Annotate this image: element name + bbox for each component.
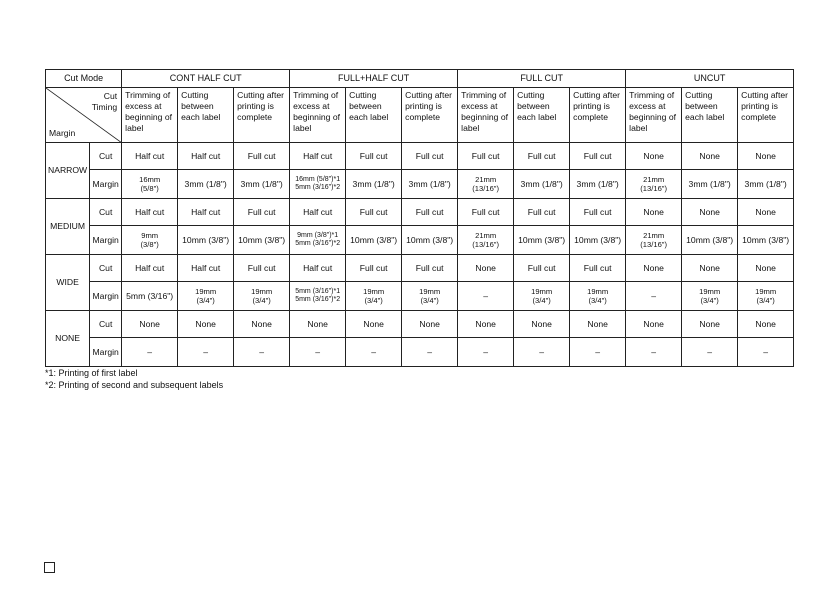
mode-uncut: UNCUT	[626, 70, 794, 88]
margin-cell: 10mm (3/8")	[346, 226, 402, 255]
cut-row	[46, 311, 794, 338]
margin-cell: 10mm (3/8")	[570, 226, 626, 255]
margin-cell: 21mm (13/16")	[458, 226, 514, 255]
margin-cell: –	[682, 338, 738, 367]
mode-cont-half-cut: CONT HALF CUT	[122, 70, 290, 88]
corner-cut-timing: Cut Timing	[91, 91, 118, 112]
timing-header-cell: Cutting after printing is complete	[570, 88, 626, 143]
cut-cell: Half cut	[122, 143, 178, 170]
margin-cell: 21mm (13/16")	[626, 170, 682, 199]
timing-header-cell: Trimming of excess at beginning of label	[458, 88, 514, 143]
margin-cell: 19mm (3/4")	[738, 282, 794, 311]
margin-cell: 10mm (3/8")	[178, 226, 234, 255]
margin-cell: –	[626, 338, 682, 367]
cut-cell: None	[234, 311, 290, 338]
margin-cell: 10mm (3/8")	[738, 226, 794, 255]
cut-cell: None	[738, 143, 794, 170]
cut-cell: Full cut	[234, 255, 290, 282]
margin-row	[46, 170, 794, 199]
cut-row	[46, 199, 794, 226]
margin-cell: 3mm (1/8")	[234, 170, 290, 199]
cut-cell: Full cut	[514, 255, 570, 282]
margin-cell: –	[346, 338, 402, 367]
margin-row	[46, 338, 794, 367]
cut-cell: Full cut	[346, 255, 402, 282]
margin-cell: –	[738, 338, 794, 367]
cut-row-label: Cut	[90, 255, 122, 282]
cut-cell: Full cut	[402, 255, 458, 282]
margin-cell: 10mm (3/8")	[514, 226, 570, 255]
margin-cell: 16mm (5/8")	[122, 170, 178, 199]
cut-cell: None	[570, 311, 626, 338]
margin-cell: 9mm (3/8")	[122, 226, 178, 255]
cut-cell: None	[458, 311, 514, 338]
margin-cell: 3mm (1/8")	[738, 170, 794, 199]
cut-row	[46, 143, 794, 170]
timing-header-cell: Cutting after printing is complete	[738, 88, 794, 143]
margin-cell: 19mm (3/4")	[178, 282, 234, 311]
margin-cell: –	[626, 282, 682, 311]
corner-margin: Margin	[49, 128, 76, 139]
margin-cell: –	[178, 338, 234, 367]
cut-cell: Full cut	[514, 199, 570, 226]
cut-mode-table	[45, 69, 794, 367]
cut-cell: None	[458, 255, 514, 282]
timing-header-cell: Cutting between each label	[346, 88, 402, 143]
cut-cell: Full cut	[234, 199, 290, 226]
margin-group-label: NONE	[46, 311, 90, 367]
cut-cell: Full cut	[402, 199, 458, 226]
margin-cell: –	[234, 338, 290, 367]
margin-row	[46, 282, 794, 311]
cut-row-label: Cut	[90, 199, 122, 226]
margin-cell: 3mm (1/8")	[682, 170, 738, 199]
timing-header-cell: Cutting between each label	[514, 88, 570, 143]
cut-cell: None	[738, 255, 794, 282]
timing-header-cell: Trimming of excess at beginning of label	[626, 88, 682, 143]
margin-cell: 3mm (1/8")	[346, 170, 402, 199]
cut-cell: None	[738, 199, 794, 226]
cut-row	[46, 255, 794, 282]
cut-cell: None	[626, 311, 682, 338]
cut-cell: None	[290, 311, 346, 338]
margin-cell: –	[458, 338, 514, 367]
margin-cell: 21mm (13/16")	[458, 170, 514, 199]
margin-cell: –	[290, 338, 346, 367]
margin-cell: 9mm (3/8")*1 5mm (3/16")*2	[290, 226, 346, 255]
margin-cell: 19mm (3/4")	[346, 282, 402, 311]
margin-cell: 5mm (3/16")*1 5mm (3/16")*2	[290, 282, 346, 311]
cut-cell: Half cut	[122, 199, 178, 226]
checkbox-square	[44, 562, 55, 573]
margin-cell: 3mm (1/8")	[178, 170, 234, 199]
cut-cell: None	[682, 143, 738, 170]
cut-cell: None	[738, 311, 794, 338]
cut-cell: Full cut	[234, 143, 290, 170]
margin-group-label: WIDE	[46, 255, 90, 311]
margin-cell: 19mm (3/4")	[234, 282, 290, 311]
margin-cell: 3mm (1/8")	[570, 170, 626, 199]
cut-cell: Half cut	[178, 143, 234, 170]
timing-header-cell: Cutting after printing is complete	[234, 88, 290, 143]
cut-cell: Half cut	[122, 255, 178, 282]
cut-cell: None	[626, 199, 682, 226]
cut-cell: Full cut	[570, 143, 626, 170]
cut-cell: None	[178, 311, 234, 338]
cut-cell: Full cut	[458, 199, 514, 226]
timing-header-cell: Cutting between each label	[682, 88, 738, 143]
margin-row-label: Margin	[90, 226, 122, 255]
margin-row-label: Margin	[90, 170, 122, 199]
margin-cell: 19mm (3/4")	[570, 282, 626, 311]
margin-cell: –	[122, 338, 178, 367]
cut-cell: Half cut	[178, 255, 234, 282]
margin-row	[46, 226, 794, 255]
timing-header-cell: Cutting between each label	[178, 88, 234, 143]
cut-cell: Full cut	[458, 143, 514, 170]
margin-cell: –	[458, 282, 514, 311]
cut-row-label: Cut	[90, 311, 122, 338]
cut-cell: None	[402, 311, 458, 338]
cut-cell: Full cut	[570, 255, 626, 282]
cut-cell: Half cut	[178, 199, 234, 226]
timing-header-row	[46, 88, 794, 143]
timing-header-cell: Trimming of excess at beginning of label	[290, 88, 346, 143]
cut-cell: None	[122, 311, 178, 338]
margin-row-label: Margin	[90, 338, 122, 367]
margin-cell: 19mm (3/4")	[514, 282, 570, 311]
cut-cell: None	[682, 311, 738, 338]
margin-cell: 10mm (3/8")	[402, 226, 458, 255]
cut-cell: None	[346, 311, 402, 338]
mode-full-cut: FULL CUT	[458, 70, 626, 88]
margin-cell: 16mm (5/8")*1 5mm (3/16")*2	[290, 170, 346, 199]
cut-cell: Full cut	[402, 143, 458, 170]
margin-cell: –	[570, 338, 626, 367]
cut-cell: Full cut	[346, 199, 402, 226]
mode-header-row	[46, 70, 794, 88]
corner-header	[46, 88, 122, 143]
margin-cell: 10mm (3/8")	[682, 226, 738, 255]
cut-cell: Full cut	[514, 143, 570, 170]
cut-cell: Half cut	[290, 255, 346, 282]
margin-cell: 10mm (3/8")	[234, 226, 290, 255]
margin-group-label: MEDIUM	[46, 199, 90, 255]
margin-cell: –	[514, 338, 570, 367]
cut-cell: None	[626, 143, 682, 170]
cut-cell: Half cut	[290, 143, 346, 170]
margin-group-label: NARROW	[46, 143, 90, 199]
cut-row-label: Cut	[90, 143, 122, 170]
footnote-1: *1: Printing of first label	[45, 368, 138, 378]
timing-header-cell: Cutting after printing is complete	[402, 88, 458, 143]
margin-cell: 3mm (1/8")	[402, 170, 458, 199]
margin-cell: 5mm (3/16")	[122, 282, 178, 311]
cut-cell: None	[682, 255, 738, 282]
footnote-2: *2: Printing of second and subsequent labels	[45, 380, 224, 390]
margin-row-label: Margin	[90, 282, 122, 311]
cut-mode-label: Cut Mode	[46, 70, 122, 88]
cut-cell: None	[682, 199, 738, 226]
cut-cell: Full cut	[346, 143, 402, 170]
margin-cell: 19mm (3/4")	[402, 282, 458, 311]
cut-cell: Half cut	[290, 199, 346, 226]
cut-cell: Full cut	[570, 199, 626, 226]
margin-cell: 19mm (3/4")	[682, 282, 738, 311]
cut-cell: None	[626, 255, 682, 282]
margin-cell: 3mm (1/8")	[514, 170, 570, 199]
cut-cell: None	[514, 311, 570, 338]
mode-full-half-cut: FULL+HALF CUT	[290, 70, 458, 88]
timing-header-cell: Trimming of excess at beginning of label	[122, 88, 178, 143]
margin-cell: –	[402, 338, 458, 367]
margin-cell: 21mm (13/16")	[626, 226, 682, 255]
